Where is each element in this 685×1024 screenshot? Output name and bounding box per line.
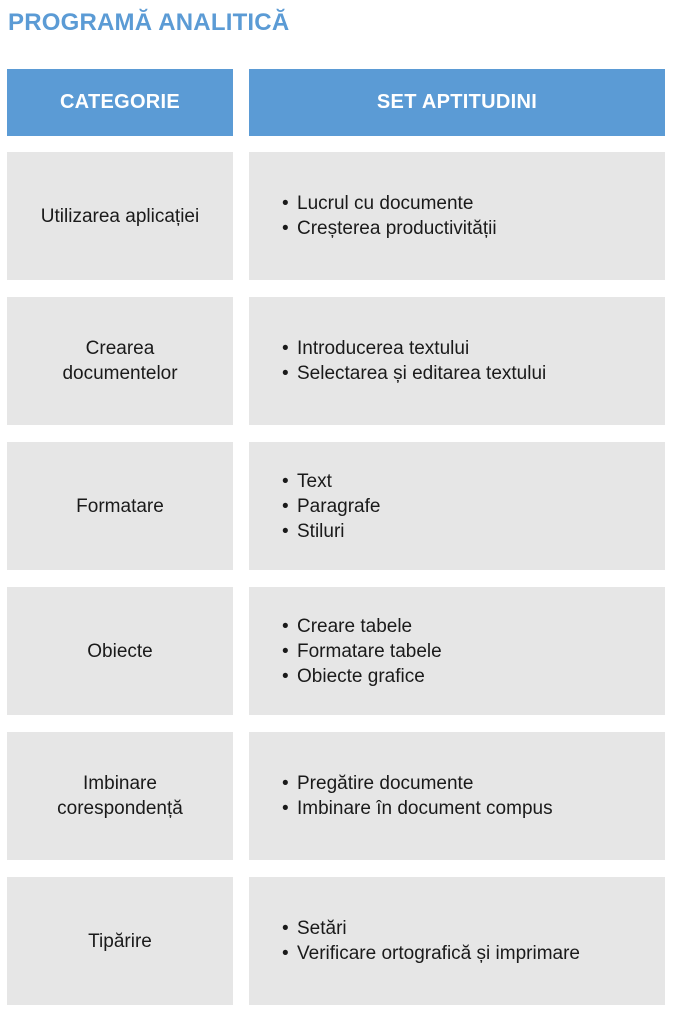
skill-item: • Creșterea productivității [282, 216, 497, 241]
category-cell [7, 732, 233, 860]
syllabus-table [0, 152, 685, 1005]
skills-cell [249, 732, 665, 860]
skills-list [249, 614, 442, 689]
table-row [0, 732, 685, 860]
skills-list [249, 916, 580, 966]
skill-item: • Selectarea și editarea textului [282, 361, 546, 386]
skill-item: • Setări [282, 916, 580, 941]
skills-cell [249, 297, 665, 425]
skills-cell [249, 442, 665, 570]
category-cell [7, 297, 233, 425]
table-row [0, 152, 685, 280]
skill-item: • Paragrafe [282, 494, 380, 519]
skills-cell [249, 587, 665, 715]
skill-item: • Verificare ortografică și imprimare [282, 941, 580, 966]
skill-item: • Creare tabele [282, 614, 442, 639]
category-cell [7, 587, 233, 715]
category-label: Utilizarea aplicației [40, 205, 200, 227]
skills-list [249, 771, 553, 821]
skill-item: • Lucrul cu documente [282, 191, 497, 216]
skill-item: • Introducerea textului [282, 336, 546, 361]
table-row [0, 297, 685, 425]
skills-list [249, 469, 380, 544]
category-label: Imbinare corespondență [57, 773, 183, 819]
column-header-category: CATEGORIE [7, 69, 233, 136]
column-header-skills: SET APTITUDINI [249, 69, 665, 136]
category-cell [7, 877, 233, 1005]
category-label: Crearea documentelor [62, 338, 178, 384]
skills-cell [249, 152, 665, 280]
table-row [0, 442, 685, 570]
category-cell [7, 152, 233, 280]
skill-item: • Stiluri [282, 519, 380, 544]
skill-item: • Text [282, 469, 380, 494]
skill-item: • Imbinare în document compus [282, 796, 553, 821]
skill-item: • Formatare tabele [282, 639, 442, 664]
page-title: PROGRAMĂ ANALITICĂ [8, 9, 290, 36]
category-label: Obiecte [87, 640, 153, 662]
category-label: Formatare [76, 495, 164, 517]
category-label: Tipărire [88, 930, 152, 952]
skills-list [249, 336, 546, 386]
skill-item: • Obiecte grafice [282, 664, 442, 689]
skills-list [249, 191, 497, 241]
skill-item: • Pregătire documente [282, 771, 553, 796]
table-row [0, 587, 685, 715]
table-row [0, 877, 685, 1005]
skills-cell [249, 877, 665, 1005]
category-cell [7, 442, 233, 570]
